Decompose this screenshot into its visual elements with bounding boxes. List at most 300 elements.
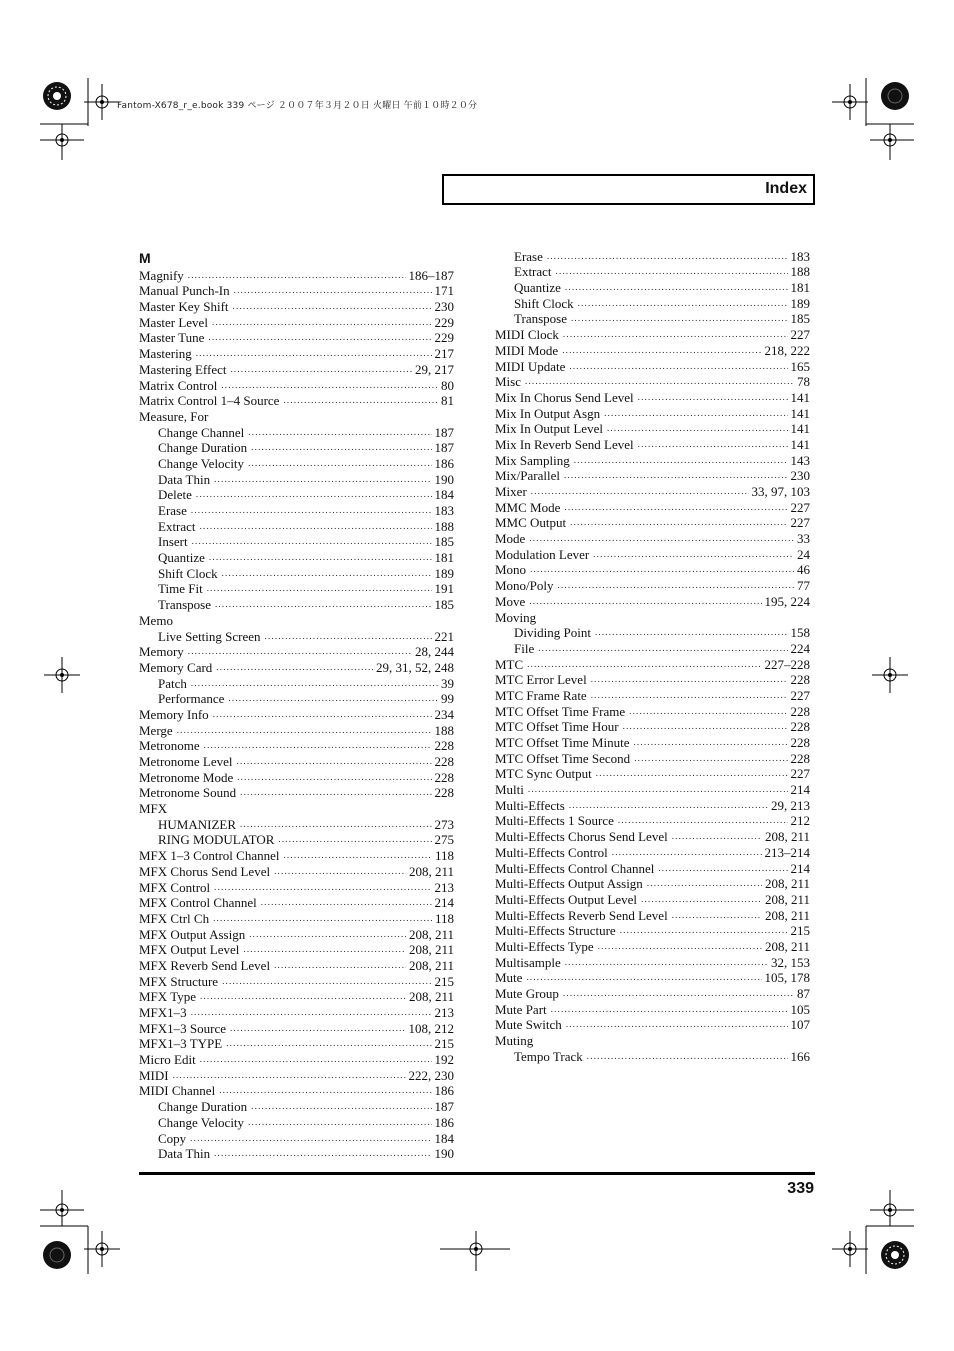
index-page-ref: 143	[790, 452, 810, 468]
dot-leader	[596, 768, 788, 778]
index-entry	[495, 514, 810, 530]
index-term: Micro Edit	[139, 1052, 196, 1068]
dot-leader	[243, 944, 406, 954]
dot-leader	[565, 957, 768, 967]
dot-leader	[209, 552, 432, 562]
index-page-ref: 78	[797, 374, 810, 390]
index-term: Master Key Shift	[139, 299, 229, 315]
index-term: MFX	[139, 801, 168, 817]
index-page-ref: 228	[434, 754, 454, 769]
index-term: MFX Control Channel	[139, 895, 257, 911]
index-page-ref: 187	[434, 440, 454, 456]
index-entry	[139, 1035, 454, 1051]
index-entry	[139, 1097, 454, 1113]
index-term: MFX Output Level	[139, 942, 240, 958]
dot-leader	[177, 725, 432, 735]
dot-leader	[562, 345, 761, 355]
index-page-ref: 221	[434, 628, 454, 644]
index-entry	[139, 266, 454, 282]
index-entry	[495, 278, 810, 294]
index-column-right	[495, 247, 810, 1063]
index-term: Mono	[495, 562, 527, 578]
dot-leader	[527, 659, 761, 669]
index-page-ref: 208, 211	[764, 829, 810, 845]
dot-leader	[530, 564, 794, 574]
index-term: Metronome Sound	[139, 785, 237, 801]
index-entry	[139, 329, 454, 345]
index-page-ref: 208, 211	[408, 942, 454, 958]
index-term: File	[514, 640, 535, 656]
dot-leader	[593, 549, 794, 559]
index-term: Multi-Effects 1 Source	[495, 813, 614, 829]
dot-leader	[569, 361, 787, 371]
index-term: Multi-Effects	[495, 797, 565, 813]
index-page-ref: 227	[790, 515, 810, 531]
index-page-ref: 229	[434, 330, 454, 346]
index-term: Data Thin	[158, 471, 211, 487]
index-term: MFX Ctrl Ch	[139, 910, 210, 926]
index-term: Move	[495, 593, 526, 609]
index-entry	[139, 752, 454, 768]
index-term: HUMANIZER	[158, 816, 236, 832]
index-entry	[495, 357, 810, 373]
index-page-ref: 28, 244	[415, 644, 454, 660]
index-term: Quantize	[158, 550, 205, 566]
index-term: Memory Card	[139, 659, 213, 675]
index-page-ref: 208, 211	[408, 957, 454, 973]
dot-leader	[196, 489, 432, 499]
index-term: Multi-Effects Control Channel	[495, 860, 655, 876]
dot-leader	[230, 1023, 405, 1033]
index-entry	[139, 658, 454, 674]
index-term: Mastering	[139, 346, 192, 362]
index-entry	[139, 548, 454, 564]
index-page-ref: 224	[790, 640, 810, 656]
dot-leader	[547, 251, 788, 261]
index-term: Multi-Effects Chorus Send Level	[495, 829, 668, 845]
index-term: MIDI Update	[495, 358, 566, 374]
index-term: MFX Control	[139, 879, 211, 895]
index-entry	[139, 407, 454, 423]
index-entry	[139, 737, 454, 753]
index-entry	[139, 721, 454, 737]
index-page-ref: 208, 211	[408, 926, 454, 942]
index-term: MTC Offset Time Second	[495, 750, 631, 766]
index-term: Multi-Effects Type	[495, 938, 594, 954]
index-term: Mute	[495, 970, 523, 986]
dot-leader	[526, 972, 761, 982]
index-page-ref: 188	[434, 518, 454, 534]
index-page-ref: 108, 212	[408, 1020, 454, 1036]
index-term: MTC Offset Time Frame	[495, 703, 626, 719]
index-term: Mix In Output Asgn	[495, 405, 601, 421]
index-entry	[495, 937, 810, 953]
index-term: MTC Offset Time Minute	[495, 735, 630, 750]
dot-leader	[188, 270, 406, 280]
index-entry	[495, 718, 810, 734]
dot-leader	[564, 502, 787, 512]
index-page-ref: 186	[434, 1083, 454, 1099]
dot-leader	[233, 301, 432, 311]
index-term: MTC Sync Output	[495, 766, 592, 782]
dot-leader	[629, 706, 787, 716]
index-entry	[495, 404, 810, 420]
index-entry	[495, 263, 810, 279]
dot-leader	[595, 627, 788, 637]
dot-leader	[261, 897, 432, 907]
index-page-ref: 228	[790, 703, 810, 719]
index-term: Magnify	[139, 267, 184, 283]
dot-leader	[221, 380, 438, 390]
index-page-ref: 190	[434, 471, 454, 487]
index-entry	[495, 545, 810, 561]
index-page-ref: 189	[790, 295, 810, 311]
index-term: Multi-Effects Output Assign	[495, 876, 643, 892]
dot-leader	[647, 878, 762, 888]
dot-leader	[190, 1133, 431, 1143]
index-entry	[495, 451, 810, 467]
index-page-ref: 195, 224	[764, 593, 810, 609]
dot-leader	[214, 1148, 431, 1158]
index-entry	[495, 827, 810, 843]
dot-leader	[214, 882, 431, 892]
index-page-ref: 165	[790, 358, 810, 374]
index-page-ref: 188	[790, 264, 810, 280]
index-entry	[495, 624, 810, 640]
index-page-ref: 275	[434, 832, 454, 848]
index-term: MFX1–3	[139, 1005, 187, 1020]
index-page-ref: 24	[797, 546, 810, 562]
index-term: Transpose	[158, 597, 211, 613]
index-entry	[139, 313, 454, 329]
index-page-ref: 171	[434, 283, 454, 299]
index-term: Mono/Poly	[495, 578, 554, 594]
index-page-ref: 208, 211	[764, 891, 810, 907]
index-term: Change Channel	[158, 424, 245, 440]
index-page-ref: 166	[790, 1048, 810, 1064]
index-page-ref: 181	[790, 280, 810, 296]
index-entry	[495, 843, 810, 859]
dot-leader	[249, 929, 406, 939]
index-term: Mix Sampling	[495, 452, 570, 468]
index-page-ref: 228	[790, 750, 810, 766]
dot-leader	[192, 536, 432, 546]
index-entry	[139, 470, 454, 486]
index-entry	[139, 674, 454, 690]
index-page-ref: 39	[441, 675, 454, 691]
index-entry	[495, 1031, 810, 1047]
index-term: Mixer	[495, 484, 527, 499]
dot-leader	[212, 317, 432, 327]
index-term: Metronome Mode	[139, 769, 234, 785]
index-page-ref: 118	[434, 848, 454, 864]
index-entry	[495, 294, 810, 310]
index-entry	[495, 1016, 810, 1032]
index-entry	[139, 956, 454, 972]
index-term: Tempo Track	[514, 1048, 583, 1064]
dot-leader	[200, 1054, 432, 1064]
index-entry	[495, 655, 810, 671]
dot-leader	[529, 533, 794, 543]
dot-leader	[525, 376, 794, 386]
index-entry	[139, 376, 454, 392]
index-term: Measure, For	[139, 408, 209, 424]
index-entry	[495, 796, 810, 812]
index-entry	[139, 517, 454, 533]
index-term: MIDI Channel	[139, 1083, 216, 1099]
index-entry	[495, 812, 810, 828]
dot-leader	[215, 599, 432, 609]
index-entry	[495, 686, 810, 702]
dot-leader	[529, 596, 761, 606]
index-term: MFX1–3 Source	[139, 1020, 227, 1036]
index-entry	[495, 859, 810, 875]
dot-leader	[618, 815, 788, 825]
index-page-ref: 213	[434, 1005, 454, 1020]
dot-leader	[538, 643, 787, 653]
index-term: MFX Chorus Send Level	[139, 863, 271, 879]
index-term: MIDI	[139, 1067, 169, 1083]
index-entry	[495, 435, 810, 451]
index-term: Multi-Effects Output Level	[495, 891, 638, 907]
index-page-ref: 215	[790, 923, 810, 939]
index-page-ref: 213	[434, 879, 454, 895]
index-page-ref: 214	[434, 895, 454, 911]
dot-leader	[213, 709, 432, 719]
index-page-ref: 183	[434, 503, 454, 518]
index-entry	[495, 529, 810, 545]
index-page-ref: 33, 97, 103	[751, 484, 810, 499]
index-term: Change Duration	[158, 440, 248, 456]
index-entry	[139, 1129, 454, 1145]
index-term: RING MODULATOR	[158, 832, 275, 848]
index-term: Copy	[158, 1130, 187, 1146]
index-term: Metronome Level	[139, 754, 233, 769]
index-entry	[495, 733, 810, 749]
index-entry	[139, 360, 454, 376]
index-page-ref: 222, 230	[408, 1067, 454, 1083]
index-term: Metronome	[139, 738, 200, 754]
dot-leader	[578, 298, 788, 308]
dot-leader	[638, 392, 788, 402]
index-entry	[139, 564, 454, 580]
index-page-ref: 141	[790, 405, 810, 421]
index-term: Multi-Effects Structure	[495, 923, 616, 939]
index-page-ref: 185	[434, 597, 454, 613]
dot-leader	[265, 631, 432, 641]
index-page-ref: 191	[434, 581, 454, 597]
index-page-ref: 228	[434, 738, 454, 754]
dot-leader	[566, 1019, 788, 1029]
index-term: Mute Part	[495, 1001, 547, 1017]
index-term: MMC Mode	[495, 499, 561, 515]
index-page-ref: 185	[790, 311, 810, 327]
dot-leader	[251, 1101, 431, 1111]
dot-leader	[283, 395, 438, 405]
dot-leader	[274, 866, 406, 876]
index-entry	[495, 765, 810, 781]
index-entry	[495, 310, 810, 326]
dot-leader	[240, 819, 432, 829]
index-term: Multisample	[495, 954, 561, 970]
index-term: MTC	[495, 656, 524, 672]
index-page-ref: 208, 211	[408, 989, 454, 1005]
index-entry	[495, 906, 810, 922]
index-page-ref: 190	[434, 1146, 454, 1162]
index-entry	[495, 749, 810, 765]
index-term: Merge	[139, 722, 173, 738]
index-entry	[495, 1047, 810, 1063]
index-entry	[139, 925, 454, 941]
dot-leader	[219, 1085, 431, 1095]
index-page-ref: 33	[797, 531, 810, 547]
index-page-ref: 105	[790, 1001, 810, 1017]
index-page-ref: 234	[434, 706, 454, 722]
index-term: Memo	[139, 612, 173, 628]
index-term: Extract	[514, 264, 552, 280]
dot-leader	[200, 991, 406, 1001]
index-entry	[139, 799, 454, 815]
index-page-ref: 29, 213	[771, 797, 810, 813]
index-term: MFX Type	[139, 989, 196, 1005]
index-entry	[139, 627, 454, 643]
index-entry	[139, 1066, 454, 1082]
dot-leader	[638, 439, 788, 449]
dot-leader	[604, 408, 787, 418]
dot-leader	[191, 678, 438, 688]
dot-leader	[208, 332, 431, 342]
index-page-ref: 229	[434, 314, 454, 330]
index-page-ref: 230	[434, 299, 454, 315]
index-entry	[139, 297, 454, 313]
index-entry	[139, 1019, 454, 1035]
index-entry	[139, 988, 454, 1004]
index-term: Change Velocity	[158, 1114, 245, 1130]
index-page-ref: 212	[790, 813, 810, 829]
dot-leader	[214, 474, 431, 484]
index-entry	[495, 388, 810, 404]
index-page-ref: 118	[434, 910, 454, 926]
index-entry	[495, 702, 810, 718]
index-entry	[495, 576, 810, 592]
index-term: MIDI Mode	[495, 342, 559, 358]
index-term: MIDI Clock	[495, 327, 559, 343]
dot-leader	[204, 740, 432, 750]
section-title: Index	[765, 180, 807, 197]
index-term: Mix In Chorus Send Level	[495, 389, 634, 405]
index-term: Dividing Point	[514, 625, 591, 641]
index-entry	[495, 1000, 810, 1016]
index-term: Matrix Control 1–4 Source	[139, 393, 280, 409]
index-entry	[495, 608, 810, 624]
dot-leader	[612, 847, 762, 857]
index-entry	[139, 595, 454, 611]
index-term: Extract	[158, 518, 196, 534]
index-page-ref: 218, 222	[764, 342, 810, 358]
index-entry	[495, 325, 810, 341]
footer-rule	[139, 1172, 815, 1175]
dot-leader	[274, 960, 406, 970]
dot-leader	[234, 285, 432, 295]
dot-leader	[173, 1070, 406, 1080]
dot-leader	[563, 988, 794, 998]
index-entry	[139, 768, 454, 784]
dot-leader	[556, 266, 788, 276]
index-page-ref: 184	[434, 487, 454, 503]
index-term: Master Tune	[139, 330, 205, 346]
dot-leader	[222, 976, 431, 986]
index-page-ref: 87	[797, 986, 810, 1001]
dot-leader	[672, 910, 762, 920]
index-page-ref: 273	[434, 816, 454, 832]
index-term: Patch	[158, 675, 187, 691]
index-page-ref: 99	[441, 691, 454, 707]
index-entry	[495, 671, 810, 687]
index-page-ref: 228	[790, 719, 810, 735]
index-column-left	[139, 266, 454, 1160]
index-page-ref: 227	[790, 766, 810, 782]
index-entry	[139, 611, 454, 627]
dot-leader	[191, 1007, 432, 1017]
index-entry	[139, 486, 454, 502]
index-page-ref: 228	[790, 672, 810, 688]
index-entry	[139, 423, 454, 439]
index-entry	[495, 373, 810, 389]
index-entry	[139, 878, 454, 894]
dot-leader	[607, 423, 788, 433]
index-page-ref: 183	[790, 248, 810, 264]
index-entry	[139, 846, 454, 862]
index-entry	[139, 344, 454, 360]
print-info: Fantom-X678_r_e.book 339 ページ ２００７年３月２０日 火曜日 午前１０時２０分	[117, 101, 478, 111]
index-term: Multi-Effects Reverb Send Level	[495, 907, 668, 923]
dot-leader	[641, 894, 762, 904]
dot-leader	[237, 756, 432, 766]
dot-leader	[248, 458, 431, 468]
index-entry	[139, 894, 454, 910]
dot-leader	[591, 674, 788, 684]
index-term: MFX 1–3 Control Channel	[139, 848, 280, 864]
index-term: Mastering Effect	[139, 361, 227, 377]
index-entry	[495, 875, 810, 891]
index-page-ref: 80	[441, 377, 454, 393]
index-term: Muting	[495, 1033, 534, 1049]
index-entry	[139, 580, 454, 596]
index-entry	[495, 639, 810, 655]
index-term: Insert	[158, 534, 188, 550]
index-entry	[139, 1082, 454, 1098]
index-entry	[139, 831, 454, 847]
index-page-ref: 208, 211	[764, 876, 810, 892]
index-term: Performance	[158, 691, 225, 707]
dot-leader	[228, 693, 438, 703]
index-term: Time Fit	[158, 581, 203, 597]
dot-leader	[188, 646, 412, 656]
dot-leader	[569, 800, 768, 810]
index-term: Mode	[495, 531, 526, 547]
index-term: Mix/Parallel	[495, 468, 560, 484]
index-entry	[139, 533, 454, 549]
index-term: Erase	[158, 503, 187, 518]
index-page-ref: 192	[434, 1052, 454, 1068]
index-entry	[139, 862, 454, 878]
index-page-ref: 208, 211	[764, 907, 810, 923]
dot-leader	[226, 1038, 431, 1048]
index-page-ref: 189	[434, 565, 454, 581]
dot-leader	[213, 913, 432, 923]
index-term: Quantize	[514, 280, 561, 296]
index-term: Misc	[495, 374, 521, 390]
